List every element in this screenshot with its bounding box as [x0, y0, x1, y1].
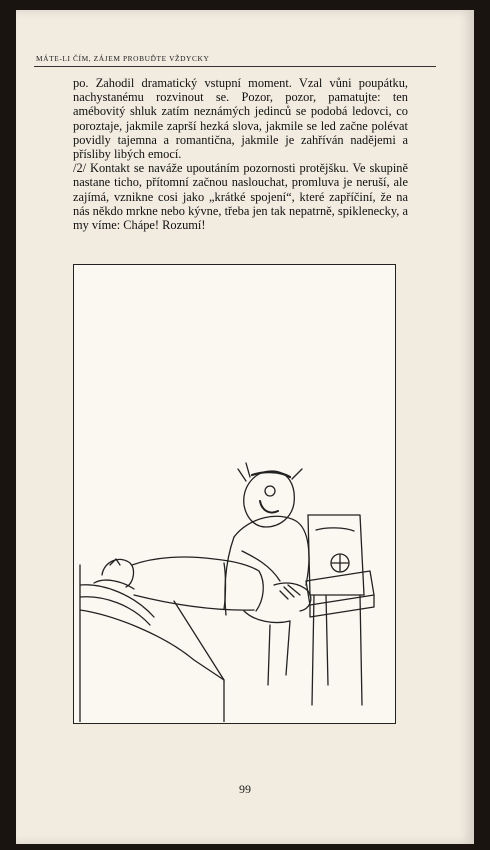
page-number: 99	[239, 782, 251, 796]
book-page	[16, 10, 474, 844]
header-rule	[34, 66, 436, 67]
doctor-clown-illustration-icon	[74, 265, 394, 722]
illustration-frame	[73, 264, 396, 724]
body-text	[73, 76, 408, 232]
paragraph-1: po. Zahodil dramatický vstupní moment. Vzal vůni poupátku, nachystanému rozvinout se. Pozor, pozor, pamatujte: ten amébovitý shluk zatím neznámých jedinců se podobá ledovci, co poroztaje, jakmile zaprší hezká slova, jakmile se led začne polévat povidly tajemna a romantična, jakmile je zahříván nadějemi a přísliby libých emocí.	[73, 76, 408, 162]
paragraph-2: /2/ Kontakt se naváže upoutáním pozornosti protějšku. Ve skupině nastane ticho, přítomní začnou naslouchat, promluva je neruší, ale zajímá, vznikne cosi jako „krátké spojení“, které zapříčiní, že na nás někdo mrkne nebo kývne, třeba jen tak nepatrně, spiklenecky, a my víme: Chápe! Rozumí!	[73, 161, 408, 233]
running-header: MÁTE-LI ČÍM, ZÁJEM PROBUĎTE VŽDYCKY	[36, 54, 210, 63]
